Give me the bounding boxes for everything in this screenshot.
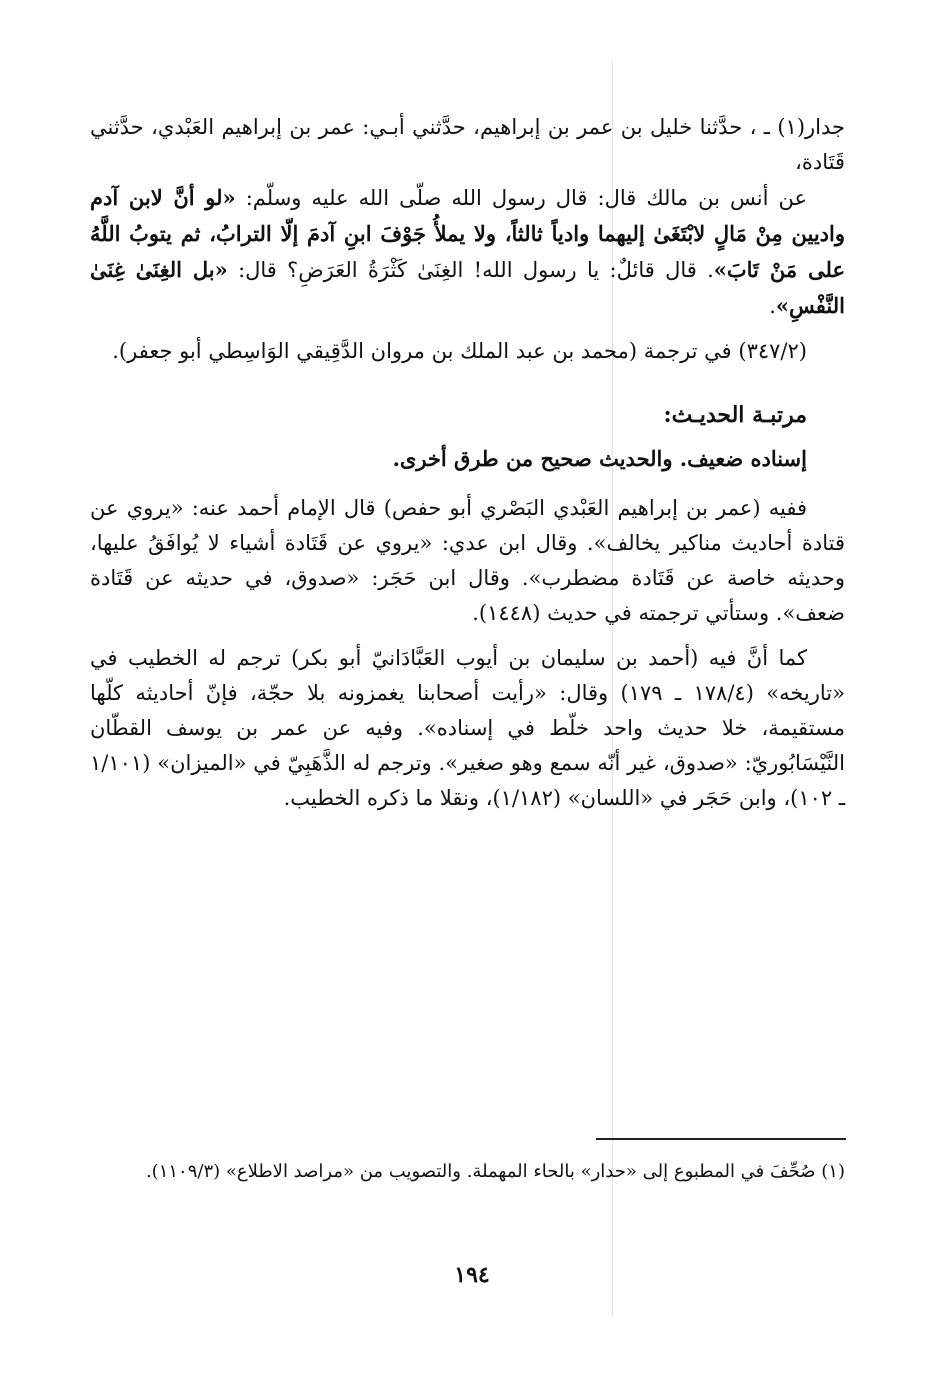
- hadith-intro: عن أنس بن مالك قال: قال رسول الله صلّى الله عليه وسلّم:: [235, 186, 807, 210]
- hadith-end: .: [769, 294, 776, 318]
- paragraph-narrator-ahmad: كما أنَّ فيه (أحمد بن سليمان بن أيوب العَبَّادَانيّ أبو بكر) ترجم له الخطيب في «تاريخه» (١٧٨/٤ ـ ١٧٩) وقال: «رأيت أصحابنا يغمزونه بلا حجّة، فإنّ أحاديثه كلّها مستقيمة، خلا حديث واحد خلّط في إسناده». وفيه عن عمر بن يوسف القطّان النَّيْسَابُوريّ: «صدوق، غير أنّه سمع وهو صغير». وترجم له الذَّهَبِيّ في «الميزان» (١/١٠١ ـ ١٠٢)، وابن حَجَر في «اللسان» (١/١٨٢)، ونقلا ما ذكره الخطيب.: [90, 646, 845, 810]
- footnote-separator: [596, 1138, 846, 1140]
- footnote: (١) صُحِّفَ في المطبوع إلى «حدار» بالحاء المهملة. والتصويب من «مراصد الاطلاع» (١١٠٩/٣).: [145, 1161, 845, 1182]
- hadith-text: «لو أنَّ لابن آدم واديين مِنْ مَالٍ لابْتَغَىٰ إليهما وادياً ثالثاً، ولا يملأُ جَوْفَ ابنِ آدمَ إلّا الترابُ، ثم يتوبُ اللَّهُ على مَنْ تَابَ»: [90, 185, 845, 282]
- paragraph-hadith: [90, 180, 845, 324]
- page-number: ١٩٤: [454, 1262, 490, 1288]
- hadith-question: . قال قائلٌ: يا رسول الله! الغِنَىٰ كَثْرَةُ العَرَضِ؟ قال:: [227, 258, 714, 282]
- paragraph-isnad: جدار(١) ـ ، حدَّثنا خليل بن عمر بن إبراهيم، حدَّثني أبـي: عمر بن إبراهيم العَبْدي، حدَّثني قَتَادة،: [90, 115, 845, 174]
- section-verdict: إسناده ضعيف. والحديث صحيح من طرق أخرى.: [392, 446, 807, 471]
- hadith-answer: «بل الغِنَىٰ غِنَىٰ النَّفْسِ»: [90, 257, 845, 318]
- section-heading: مرتبـة الحديـث:: [663, 402, 807, 428]
- paragraph-narrator-umar: ففيه (عمر بن إبراهيم العَبْدي البَصْري أبو حفص) قال الإمام أحمد عنه: «يروي عن قتادة أحاديث مناكير يخالف». وقال ابن عدي: «يروي عن قَتَادة أشياء لا يُوافَقُ عليها، وحديثه خاصة عن قَتَادة مضطرب». وقال ابن حَجَر: «صدوق، في حديثه عن قَتَادة ضعف». وستأتي ترجمته في حديث (١٤٤٨).: [90, 496, 845, 625]
- paragraph-reference: (٣٤٧/٢) في ترجمة (محمد بن عبد الملك بن مروان الدَّقِيقي الوَاسِطي أبو جعفر).: [112, 339, 807, 363]
- main-text: [90, 110, 845, 816]
